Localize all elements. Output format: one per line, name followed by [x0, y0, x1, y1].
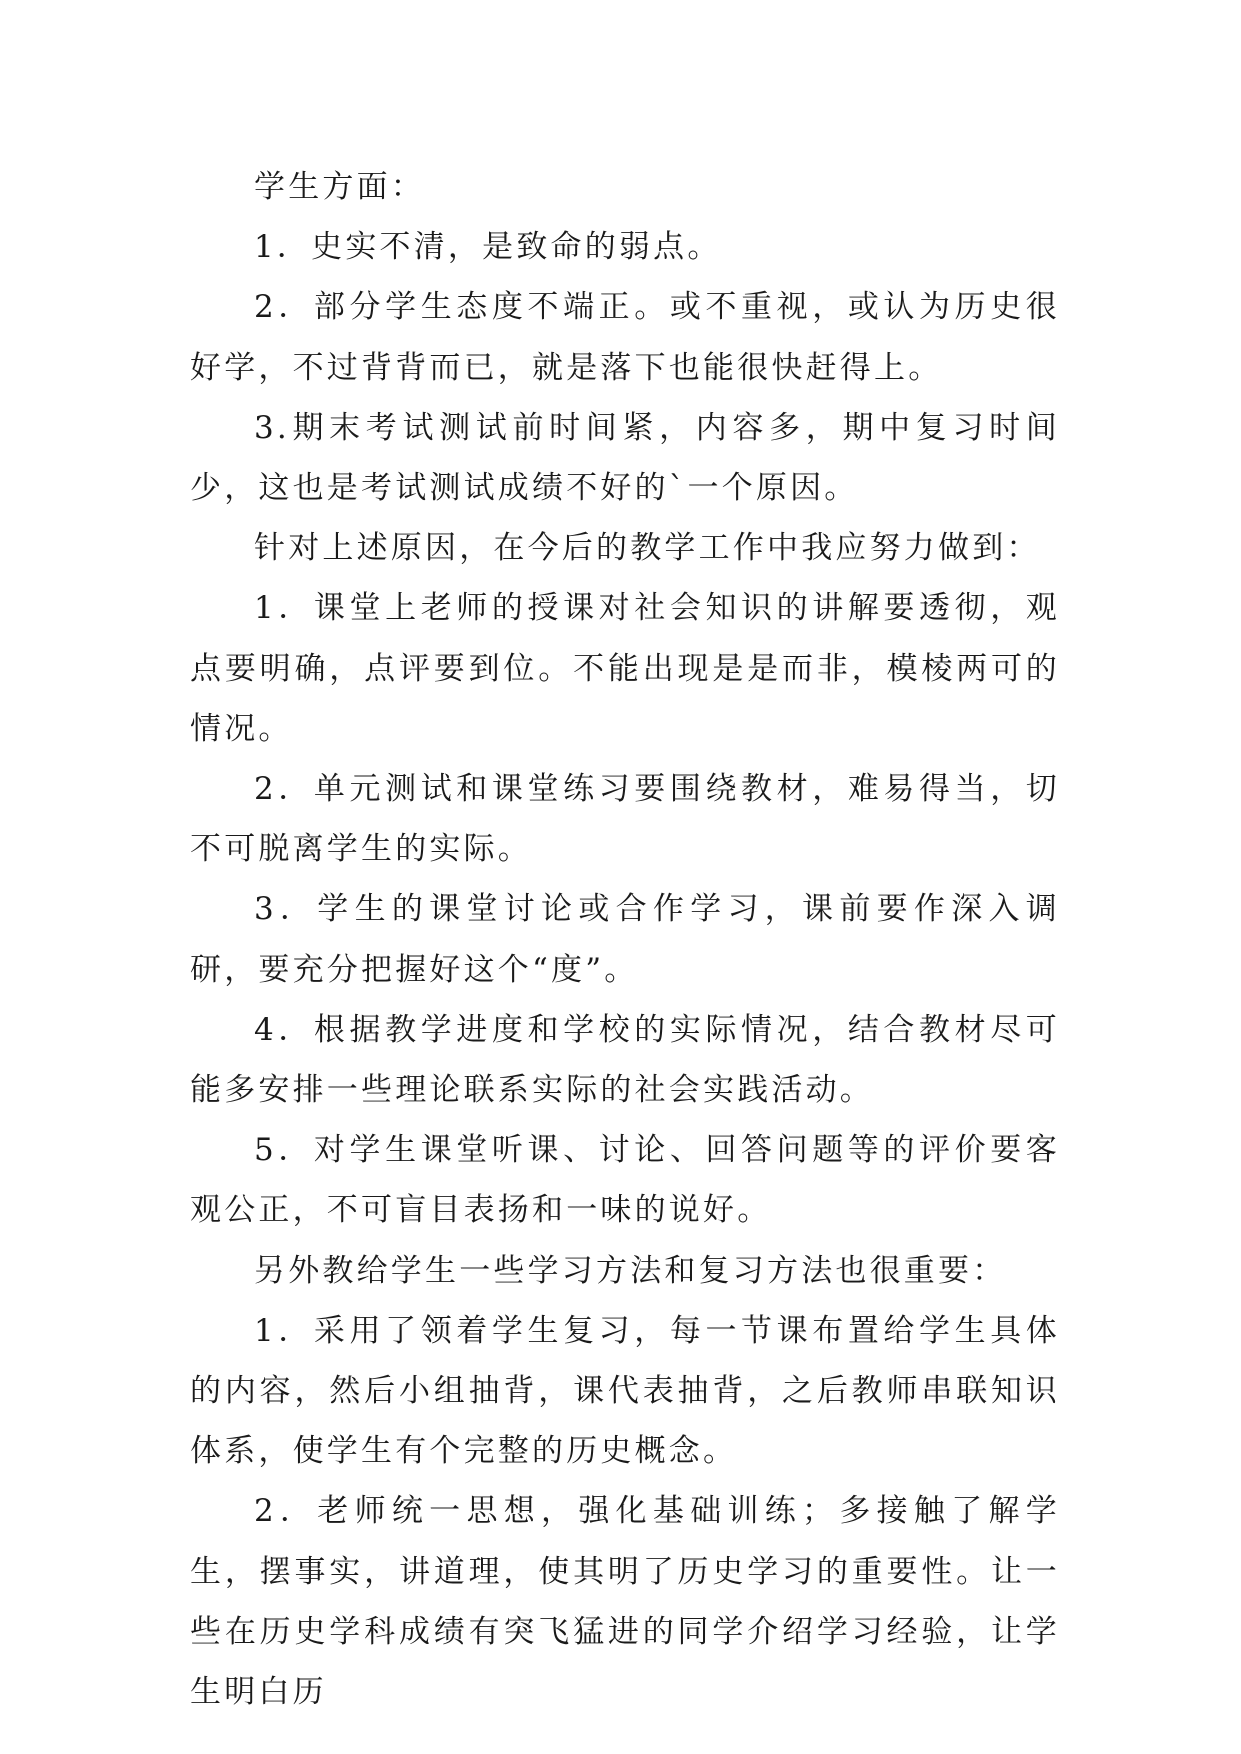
paragraph-measures-heading: 针对上述原因，在今后的教学工作中我应努力做到：: [254, 530, 1041, 567]
paragraph-measure-3: 3．学生的课堂讨论或合作学习，课前要作深入调研，要充分把握好这个“度”。: [190, 891, 1060, 988]
paragraph-issue-2: 2．部分学生态度不端正。或不重视，或认为历史很好学，不过背背而已，就是落下也能很快赶得上。: [190, 289, 1060, 386]
paragraph-students-heading: 学生方面：: [254, 169, 425, 205]
paragraph-measure-4: 4．根据教学进度和学校的实际情况，结合教材尽可能多安排一些理论联系实际的社会实践活动。: [190, 1011, 1060, 1109]
paragraph-method-2: 2．老师统一思想，强化基础训练；多接触了解学生，摆事实，讲道理，使其明了历史学习的重要性。让一些在历史学科成绩有突飞猛进的同学介绍学习经验，让学生明白历: [190, 1493, 1060, 1711]
paragraph-issue-1: 1．史实不清，是致命的弱点。: [254, 229, 722, 266]
paragraph-method-1: 1．采用了领着学生复习，每一节课布置给学生具体的内容，然后小组抽背，课代表抽背，之后教师串联知识体系，使学生有个完整的历史概念。: [190, 1312, 1060, 1470]
paragraph-measure-2: 2．单元测试和课堂练习要围绕教材，难易得当，切不可脱离学生的实际。: [190, 771, 1060, 868]
paragraph-measure-1: 1．课堂上老师的授课对社会知识的讲解要透彻，观点要明确，点评要到位。不能出现是是而非，模棱两可的情况。: [190, 590, 1060, 747]
paragraph-measure-5: 5．对学生课堂听课、讨论、回答问题等的评价要客观公正，不可盲目表扬和一味的说好。: [190, 1132, 1060, 1229]
document-body: [190, 157, 1060, 1722]
paragraph-issue-3: 3.期末考试测试前时间紧，内容多，期中复习时间少，这也是考试测试成绩不好的`一个原因。: [190, 409, 1060, 507]
paragraph-methods-heading: 另外教给学生一些学习方法和复习方法也很重要：: [254, 1252, 1007, 1289]
